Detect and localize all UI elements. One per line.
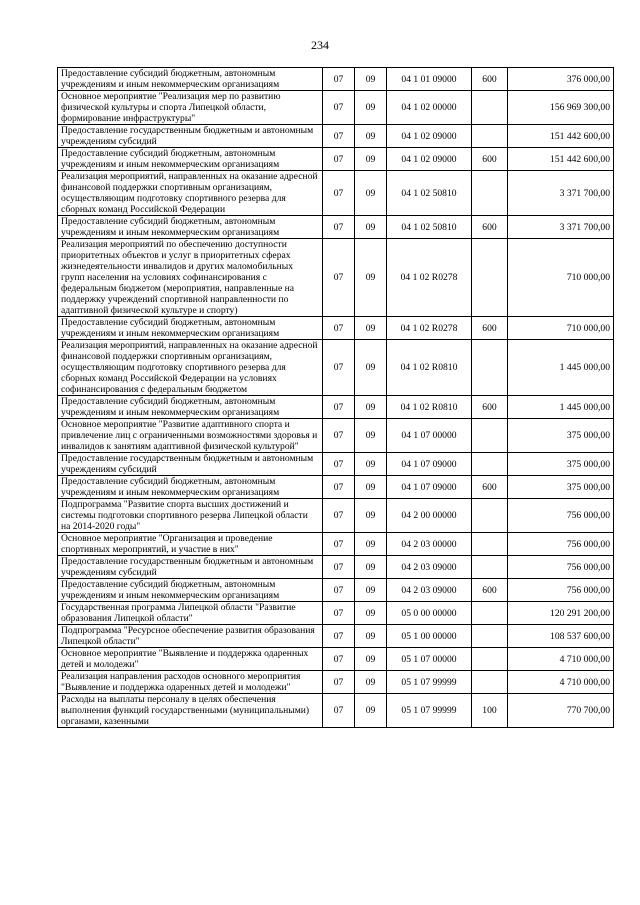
row-expense-type [472, 419, 508, 453]
row-target-article: 04 2 03 09000 [387, 556, 472, 579]
row-description: Предоставление субсидий бюджетным, автономным учреждениям и иным некоммерческим организациям [58, 476, 323, 499]
row-target-article: 04 1 02 09000 [387, 148, 472, 171]
row-subsection-code: 09 [355, 556, 387, 579]
row-target-article: 04 1 07 09000 [387, 453, 472, 476]
budget-table-body [58, 68, 614, 728]
row-amount: 710 000,00 [508, 239, 614, 317]
table-row [58, 317, 614, 340]
row-description: Основное мероприятие "Организация и проведение спортивных мероприятий, и участие в них" [58, 533, 323, 556]
table-row [58, 648, 614, 671]
row-expense-type: 600 [472, 396, 508, 419]
row-target-article: 04 2 00 00000 [387, 499, 472, 533]
row-amount: 156 969 300,00 [508, 91, 614, 125]
row-section-code: 07 [323, 648, 355, 671]
row-expense-type [472, 171, 508, 216]
row-expense-type [472, 625, 508, 648]
row-description: Основное мероприятие "Развитие адаптивного спорта и привлечение лиц с ограниченными возможностями здоровья и инвалидов к занятиям адаптивной физической культурой" [58, 419, 323, 453]
table-row [58, 556, 614, 579]
row-target-article: 04 2 03 09000 [387, 579, 472, 602]
table-row [58, 91, 614, 125]
row-target-article: 04 1 02 R0810 [387, 340, 472, 396]
row-section-code: 07 [323, 239, 355, 317]
row-subsection-code: 09 [355, 239, 387, 317]
table-row [58, 68, 614, 91]
row-expense-type: 600 [472, 148, 508, 171]
row-target-article: 04 1 07 09000 [387, 476, 472, 499]
row-section-code: 07 [323, 533, 355, 556]
row-description: Расходы на выплаты персоналу в целях обеспечения выполнения функций государственными (муниципальными) органами, казенными [58, 694, 323, 728]
row-section-code: 07 [323, 453, 355, 476]
row-section-code: 07 [323, 556, 355, 579]
row-expense-type: 100 [472, 694, 508, 728]
row-subsection-code: 09 [355, 396, 387, 419]
row-target-article: 04 1 02 R0810 [387, 396, 472, 419]
row-section-code: 07 [323, 68, 355, 91]
row-description: Предоставление государственным бюджетным и автономным учреждениям субсидий [58, 125, 323, 148]
row-subsection-code: 09 [355, 671, 387, 694]
row-amount: 756 000,00 [508, 579, 614, 602]
row-expense-type [472, 556, 508, 579]
row-description: Реализация мероприятий по обеспечению доступности приоритетных объектов и услуг в приоритетных сферах жизнедеятельности инвалидов и других маломобильных групп населения на условиях софинансирования с федеральным бюджетом (мероприятия, направленные на поддержку учреждений спортивной направленности по адаптивной физической культуре и спорту) [58, 239, 323, 317]
row-description: Предоставление субсидий бюджетным, автономным учреждениям и иным некоммерческим организациям [58, 216, 323, 239]
row-subsection-code: 09 [355, 148, 387, 171]
row-amount: 3 371 700,00 [508, 216, 614, 239]
row-subsection-code: 09 [355, 317, 387, 340]
row-expense-type [472, 602, 508, 625]
table-row [58, 453, 614, 476]
row-section-code: 07 [323, 694, 355, 728]
row-subsection-code: 09 [355, 171, 387, 216]
row-description: Реализация мероприятий, направленных на оказание адресной финансовой поддержки спортивным организациям, осуществляющим подготовку спортивного резерва для сборных команд Российской Федерации [58, 171, 323, 216]
row-amount: 756 000,00 [508, 499, 614, 533]
row-amount: 376 000,00 [508, 68, 614, 91]
row-description: Государственная программа Липецкой области "Развитие образования Липецкой области" [58, 602, 323, 625]
row-amount: 120 291 200,00 [508, 602, 614, 625]
row-section-code: 07 [323, 317, 355, 340]
row-target-article: 04 2 03 00000 [387, 533, 472, 556]
table-row [58, 216, 614, 239]
row-section-code: 07 [323, 91, 355, 125]
row-subsection-code: 09 [355, 453, 387, 476]
table-row [58, 396, 614, 419]
row-description: Предоставление субсидий бюджетным, автономным учреждениям и иным некоммерческим организациям [58, 396, 323, 419]
row-expense-type: 600 [472, 476, 508, 499]
table-row [58, 694, 614, 728]
row-subsection-code: 09 [355, 499, 387, 533]
row-section-code: 07 [323, 419, 355, 453]
row-target-article: 04 1 02 09000 [387, 125, 472, 148]
row-amount: 375 000,00 [508, 419, 614, 453]
table-row [58, 533, 614, 556]
row-description: Предоставление субсидий бюджетным, автономным учреждениям и иным некоммерческим организациям [58, 68, 323, 91]
table-row [58, 671, 614, 694]
row-expense-type [472, 453, 508, 476]
row-amount: 756 000,00 [508, 556, 614, 579]
row-amount: 756 000,00 [508, 533, 614, 556]
row-expense-type [472, 239, 508, 317]
row-section-code: 07 [323, 171, 355, 216]
row-description: Реализация мероприятий, направленных на оказание адресной финансовой поддержки спортивным организациям, осуществляющим подготовку спортивного резерва для сборных команд Российской Федерации на условиях софинансирования с федеральным бюджетом [58, 340, 323, 396]
page-number: 234 [311, 38, 329, 52]
row-section-code: 07 [323, 148, 355, 171]
row-description: Предоставление субсидий бюджетным, автономным учреждениям и иным некоммерческим организациям [58, 148, 323, 171]
row-description: Основное мероприятие "Выявление и поддержка одаренных детей и молодежи" [58, 648, 323, 671]
row-expense-type: 600 [472, 216, 508, 239]
row-subsection-code: 09 [355, 625, 387, 648]
row-target-article: 05 1 00 00000 [387, 625, 472, 648]
row-amount: 375 000,00 [508, 453, 614, 476]
row-subsection-code: 09 [355, 694, 387, 728]
row-amount: 151 442 600,00 [508, 125, 614, 148]
budget-table [57, 67, 614, 728]
row-subsection-code: 09 [355, 648, 387, 671]
row-target-article: 05 1 07 99999 [387, 671, 472, 694]
row-subsection-code: 09 [355, 125, 387, 148]
row-amount: 108 537 600,00 [508, 625, 614, 648]
table-row [58, 148, 614, 171]
row-section-code: 07 [323, 602, 355, 625]
row-section-code: 07 [323, 476, 355, 499]
row-section-code: 07 [323, 625, 355, 648]
row-section-code: 07 [323, 499, 355, 533]
row-section-code: 07 [323, 340, 355, 396]
row-amount: 375 000,00 [508, 476, 614, 499]
table-row [58, 602, 614, 625]
row-amount: 710 000,00 [508, 317, 614, 340]
row-subsection-code: 09 [355, 419, 387, 453]
row-expense-type [472, 671, 508, 694]
row-section-code: 07 [323, 671, 355, 694]
row-expense-type [472, 499, 508, 533]
row-section-code: 07 [323, 396, 355, 419]
table-row [58, 340, 614, 396]
row-amount: 770 700,00 [508, 694, 614, 728]
row-expense-type: 600 [472, 579, 508, 602]
row-description: Подпрограмма "Ресурсное обеспечение развития образования Липецкой области" [58, 625, 323, 648]
row-target-article: 04 1 02 50810 [387, 216, 472, 239]
row-subsection-code: 09 [355, 579, 387, 602]
row-subsection-code: 09 [355, 340, 387, 396]
row-section-code: 07 [323, 216, 355, 239]
row-target-article: 04 1 02 00000 [387, 91, 472, 125]
table-row [58, 171, 614, 216]
table-row [58, 579, 614, 602]
row-amount: 4 710 000,00 [508, 648, 614, 671]
row-description: Основное мероприятие "Реализация мер по развитию физической культуры и спорта Липецкой области, формирование инфраструктуры" [58, 91, 323, 125]
row-subsection-code: 09 [355, 216, 387, 239]
row-description: Предоставление субсидий бюджетным, автономным учреждениям и иным некоммерческим организациям [58, 317, 323, 340]
row-amount: 3 371 700,00 [508, 171, 614, 216]
row-target-article: 05 1 07 00000 [387, 648, 472, 671]
row-description: Предоставление государственным бюджетным и автономным учреждениям субсидий [58, 556, 323, 579]
row-target-article: 04 1 02 R0278 [387, 317, 472, 340]
row-amount: 151 442 600,00 [508, 148, 614, 171]
row-expense-type [472, 648, 508, 671]
table-row [58, 499, 614, 533]
row-description: Предоставление субсидий бюджетным, автономным учреждениям и иным некоммерческим организациям [58, 579, 323, 602]
row-description: Подпрограмма "Развитие спорта высших достижений и системы подготовки спортивного резерва Липецкой области на 2014-2020 годы" [58, 499, 323, 533]
row-expense-type [472, 91, 508, 125]
row-expense-type [472, 125, 508, 148]
table-row [58, 239, 614, 317]
row-section-code: 07 [323, 125, 355, 148]
row-target-article: 05 0 00 00000 [387, 602, 472, 625]
row-expense-type [472, 340, 508, 396]
table-row [58, 419, 614, 453]
row-expense-type [472, 533, 508, 556]
row-amount: 1 445 000,00 [508, 396, 614, 419]
row-subsection-code: 09 [355, 476, 387, 499]
row-target-article: 04 1 01 09000 [387, 68, 472, 91]
row-target-article: 04 1 07 00000 [387, 419, 472, 453]
table-row [58, 625, 614, 648]
row-target-article: 04 1 02 R0278 [387, 239, 472, 317]
row-description: Реализация направления расходов основного мероприятия "Выявление и поддержка одаренных детей и молодежи" [58, 671, 323, 694]
row-section-code: 07 [323, 579, 355, 602]
row-target-article: 04 1 02 50810 [387, 171, 472, 216]
table-row [58, 476, 614, 499]
row-expense-type: 600 [472, 317, 508, 340]
row-target-article: 05 1 07 99999 [387, 694, 472, 728]
table-row [58, 125, 614, 148]
row-expense-type: 600 [472, 68, 508, 91]
row-amount: 4 710 000,00 [508, 671, 614, 694]
row-subsection-code: 09 [355, 533, 387, 556]
row-subsection-code: 09 [355, 91, 387, 125]
row-subsection-code: 09 [355, 68, 387, 91]
row-subsection-code: 09 [355, 602, 387, 625]
row-description: Предоставление государственным бюджетным и автономным учреждениям субсидий [58, 453, 323, 476]
row-amount: 1 445 000,00 [508, 340, 614, 396]
